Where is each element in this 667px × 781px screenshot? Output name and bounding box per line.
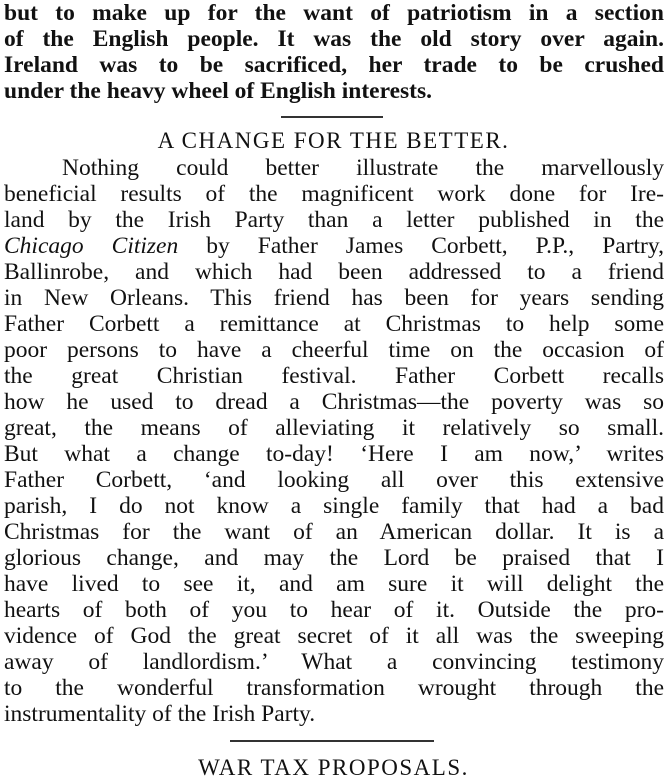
intro-line: under the heavy wheel of English interests. <box>4 78 433 104</box>
body-text: by Father James Corbett, P.P., Partry, <box>178 233 664 259</box>
body-line: how he used to dread a Christmas—the poverty was so <box>4 389 664 415</box>
publication-name: Chicago Citizen <box>4 233 179 259</box>
body-line: Father Corbett, ‘and looking all over this extensive <box>4 467 664 493</box>
body-line: have lived to see it, and am sure it will delight the <box>4 571 664 597</box>
body-line: hearts of both of you to hear of it. Outside the pro- <box>4 597 664 623</box>
section-divider <box>281 116 383 118</box>
body-line: parish, I do not know a single family that had a bad <box>4 493 664 519</box>
body-line: Nothing could better illustrate the marvellously <box>62 155 664 181</box>
body-line: instrumentality of the Irish Party. <box>4 701 316 727</box>
section-divider <box>230 740 434 742</box>
body-line: the great Christian festival. Father Corbett recalls <box>4 363 664 389</box>
body-line: beneficial results of the magnificent work done for Ire- <box>4 181 664 207</box>
section-heading: A CHANGE FOR THE BETTER. <box>157 128 510 153</box>
intro-line: Ireland was to be sacrificed, her trade to be crushed <box>4 52 664 78</box>
body-line: Ballinrobe, and which had been addressed to a friend <box>4 259 664 285</box>
body-line: Father Corbett a remittance at Christmas to help some <box>4 311 664 337</box>
body-line: poor persons to have a cheerful time on the occasion of <box>4 337 664 363</box>
body-line: glorious change, and may the Lord be praised that I <box>4 545 664 571</box>
body-line: vidence of God the great secret of it all was the sweeping <box>4 623 664 649</box>
body-line: But what a change to-day! ‘Here I am now,’ writes <box>4 441 664 467</box>
body-line <box>4 233 664 259</box>
body-line: away of landlordism.’ What a convincing testimony <box>4 649 664 675</box>
body-line: Christmas for the want of an American dollar. It is a <box>4 519 664 545</box>
body-line: land by the Irish Party than a letter published in the <box>4 207 664 233</box>
body-line: to the wonderful transformation wrought through the <box>4 675 664 701</box>
body-line: in New Orleans. This friend has been for years sending <box>4 285 664 311</box>
body-line: great, the means of alleviating it relatively so small. <box>4 415 664 441</box>
intro-line: of the English people. It was the old story over again. <box>4 26 664 52</box>
intro-line: but to make up for the want of patriotism in a section <box>4 0 664 26</box>
section-heading: WAR TAX PROPOSALS. <box>198 755 469 780</box>
